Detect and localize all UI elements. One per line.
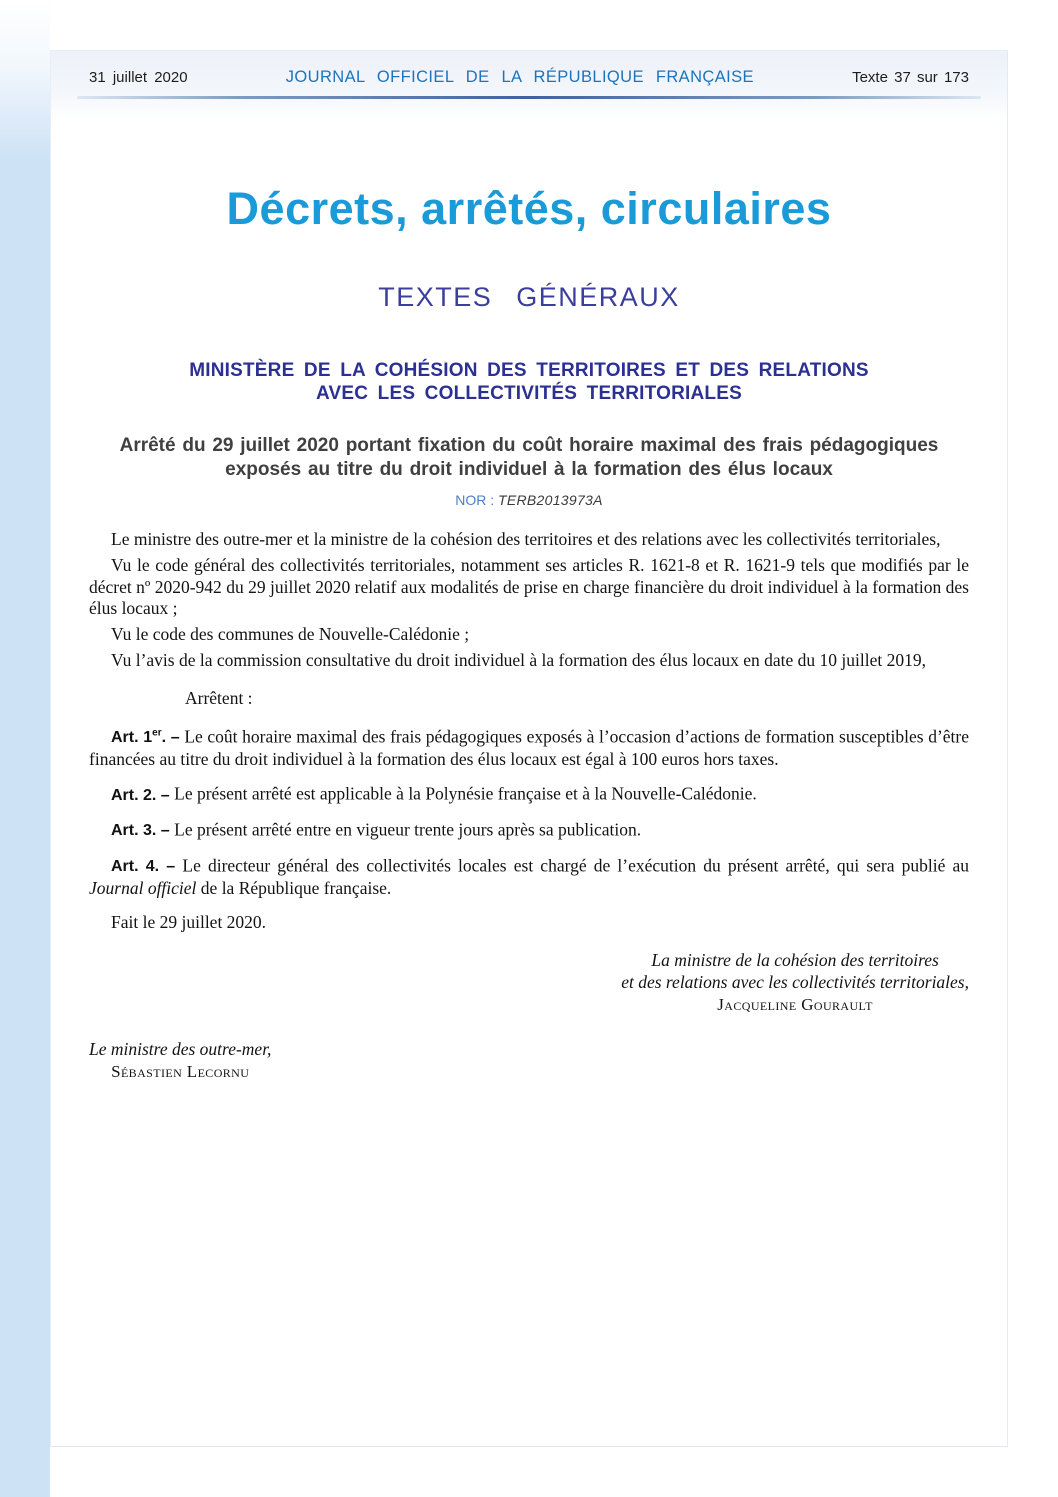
header-date: 31 juillet 2020 [89,69,188,86]
document-page [50,50,1008,1447]
nor-label: NOR : [455,492,498,508]
signature-block-left [89,1039,271,1083]
header-text-ref: Texte 37 sur 173 [852,69,969,86]
article-3-label: Art. 3. – [111,822,175,840]
article-4 [89,852,969,900]
article-4-label: Art. 4. – [111,858,183,876]
preamble-paragraph: Vu l’avis de la commission consultative du droit individuel à la formation des élus locaux en date du 10 juillet 2019, [111,650,926,671]
nor-line [51,492,1007,508]
decree-title [89,434,969,482]
article-1-label: Art. 1er. – [111,727,185,746]
journal-title: JOURNAL OFFICIEL DE LA RÉPUBLIQUE FRANÇAISE [285,68,754,86]
signer-name: Jacqueline Gourault [717,995,873,1015]
article-2 [89,780,969,806]
signature-block-right [621,950,969,1016]
ministry-line-1: MINISTÈRE DE LA COHÉSION DES TERRITOIRES ET DES RELATIONS [189,360,869,381]
main-title: Décrets, arrêtés, circulaires [226,183,832,234]
ministry-line-2: AVEC LES COLLECTIVITÉS TERRITORIALES [316,383,742,404]
article-2-label: Art. 2. – [111,786,175,804]
article-2-text: Le présent arrêté est applicable à la Polynésie française et à la Nouvelle-Calédonie. [174,783,757,804]
signer-name: Sébastien Lecornu [111,1062,250,1082]
preamble-paragraph: Vu le code général des collectivités territoriales, notamment ses articles R. 1621-8 et R. 1621-9 tels que modifiés par le décret nº 2020-942 du 29 juillet 2020 relatif aux modalités de prise en charge financière du droit individuel à la formation des élus locaux ; [89,555,969,619]
page-header [51,51,1007,87]
preamble-paragraph: Le ministre des outre-mer et la ministre de la cohésion des territoires et des relations avec les collectivités territoriales, [111,529,941,549]
nor-value: TERB2013973A [498,492,603,508]
article-4-text: Le directeur général des collectivités locales est chargé de l’exécution du présent arrêté, qui sera publié au Journal officiel de la République française. [89,855,969,898]
preamble-paragraph: Vu le code des communes de Nouvelle-Calédonie ; [111,624,470,645]
left-margin-band [0,0,50,1497]
article-1-text: Le coût horaire maximal des frais pédagogiques exposés à l’occasion d’actions de formation susceptibles d’être financées au titre du droit individuel à la formation des élus locaux est égal à 100 euros hors taxes. [89,725,970,769]
signer-role: Le ministre des outre-mer, [89,1038,272,1059]
header-divider [77,96,981,99]
article-3-text: Le présent arrêté entre en vigueur trente jours après sa publication. [174,819,642,840]
article-3 [89,816,969,842]
article-1 [89,723,969,771]
journal-officiel-italic: Journal officiel [89,877,197,898]
ministry-heading [114,359,944,405]
decree-title-line-1: Arrêté du 29 juillet 2020 portant fixation du coût horaire maximal des frais pédagogiques [119,435,939,456]
signer-role: La ministre de la cohésion des territoires et des relations avec les collectivités territoriales, [621,950,969,992]
decree-title-line-2: exposés au titre du droit individuel à la formation des élus locaux [225,459,833,480]
section-title: TEXTES GÉNÉRAUX [378,282,680,312]
decree-body [89,529,969,1083]
fait-line: Fait le 29 juillet 2020. [111,911,267,932]
arretent-line: Arrêtent : [185,688,253,709]
